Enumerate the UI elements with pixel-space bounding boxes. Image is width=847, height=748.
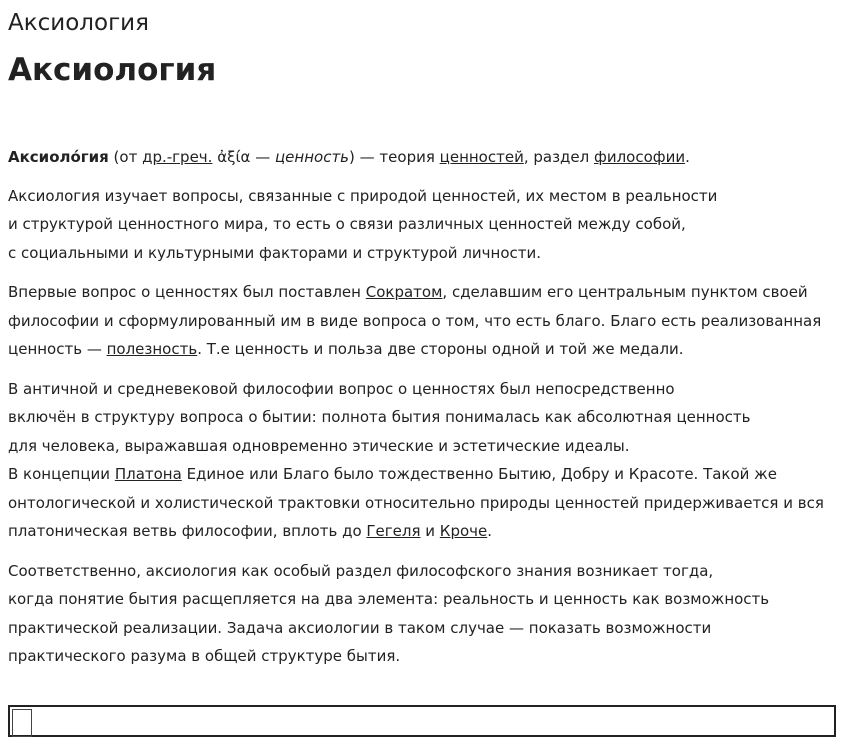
paragraph-antiquity [8,375,841,546]
text: ἀξία — [212,148,275,166]
link-values[interactable]: ценностей [439,148,524,166]
link-ancient-greek[interactable]: др.-греч. [142,148,213,166]
text: и [420,522,440,540]
paragraph-studies [8,182,841,268]
text-line: практической реализации. Задача аксиологии в таком случае — показать возможности [8,618,712,637]
text-line: Аксиология изучает вопросы, связанные с природой ценностей, их местом в реальности [8,186,718,205]
page [8,0,841,88]
paragraph-conclusion [8,557,841,671]
italic-text: ценность [274,148,350,166]
link-croce[interactable]: Кроче [439,522,488,540]
text-line: когда понятие бытия расщепляется на два элемента: реальность и ценность как возможность [8,590,770,608]
page-title: Аксиология [8,52,217,88]
text: (от [108,148,143,166]
text: , сделавшим его центральным пунктом своей философии и сформулированный им в виде вопроса о том, что есть благо. Благо есть реализованная ценность — [8,283,822,358]
text-line: включён в структуру вопроса о бытии: полнота бытия понималась как абсолютная ценность [8,408,751,426]
paragraph-intro [8,143,841,172]
text-line: и структурой ценностного мира, то есть о связи различных ценностей между собой, [8,215,686,233]
text-line: для человека, выражавшая одновременно этические и эстетические идеалы. [8,436,630,455]
text: . Т.е ценность и польза две стороны одной и той же медали. [197,340,684,358]
text-cursor-box [12,709,32,737]
paragraph-socrates [8,278,841,364]
text: , раздел [523,148,595,166]
text: В концепции [8,465,115,483]
link-utility[interactable]: полезность [106,340,198,358]
term-bold: Аксиоло́гия [8,148,109,166]
text-line: с социальными и культурными факторами и структурой личности. [8,243,542,262]
link-philosophy[interactable]: философии [594,148,686,166]
window-title: Аксиология [8,10,149,36]
text-line: В античной и средневековой философии вопрос о ценностях был непосредственно [8,379,675,398]
link-socrates[interactable]: Сократом [365,283,443,301]
text-input-field[interactable] [8,705,836,737]
text: Впервые вопрос о ценностях был поставлен [8,283,366,301]
text: . [685,148,690,166]
text: ) — теория [349,148,440,166]
text-line: практического разума в общей структуре бытия. [8,647,401,665]
link-plato[interactable]: Платона [114,465,182,483]
text: Единое или Благо было тождественно Бытию, Добру и Красоте. Такой же онтологической и холистической трактовки относительно природы ценностей придерживается и вся платоническая ветвь философии, вплоть до [8,465,824,540]
link-hegel[interactable]: Гегеля [366,522,421,540]
article-content [8,143,841,682]
text: . [487,522,493,540]
text-line: Соответственно, аксиология как особый раздел философского знания возникает тогда, [8,561,714,580]
